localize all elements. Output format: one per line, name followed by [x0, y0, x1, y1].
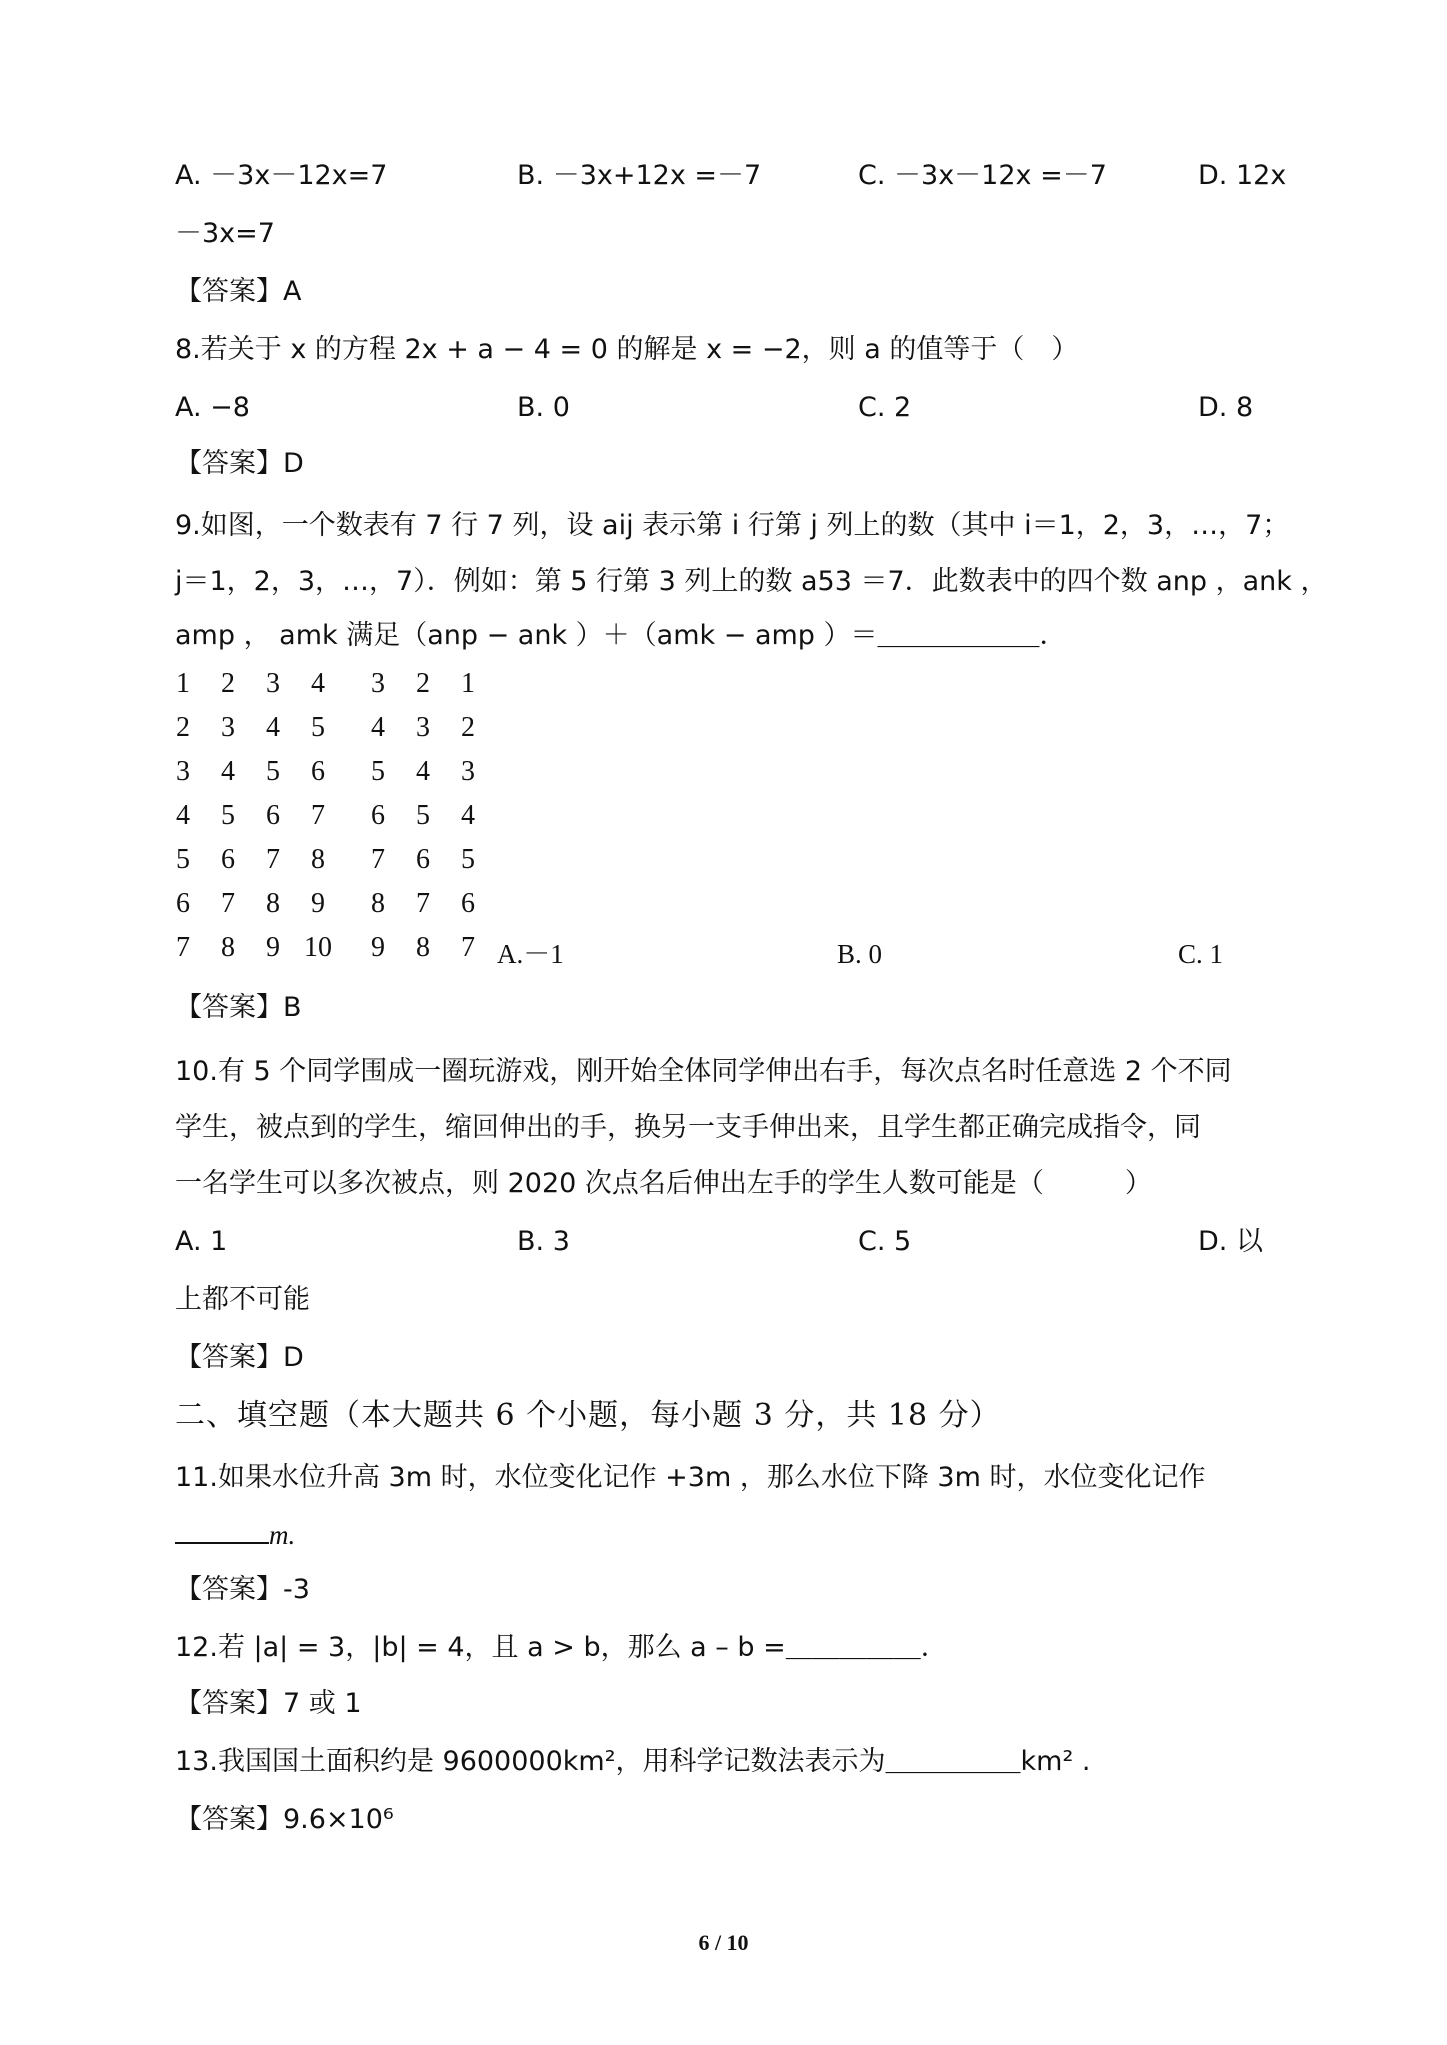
- table-cell: 4: [371, 712, 385, 743]
- q7-option-d-continued: －3x=7: [175, 218, 275, 249]
- table-cell: 6: [371, 800, 385, 831]
- table-cell: 2: [221, 668, 235, 699]
- table-cell: 7: [311, 800, 325, 831]
- q11-stem-line1: 11.如果水位升高 3m 时，水位变化记作 +3m ，那么水位下降 3m 时，水位变化记作: [175, 1462, 1206, 1493]
- table-cell: 6: [176, 888, 190, 919]
- table-cell: 8: [371, 888, 385, 919]
- table-cell: 8: [416, 932, 430, 963]
- q8-option-c: C. 2: [858, 392, 912, 423]
- q9-option-a: A.－1: [497, 939, 564, 969]
- q7-answer: 【答案】A: [175, 276, 302, 307]
- q10-option-b: B. 3: [517, 1226, 570, 1257]
- table-cell: 5: [371, 756, 385, 787]
- table-cell: 4: [266, 712, 280, 743]
- table-cell: 9: [266, 932, 280, 963]
- table-cell: 5: [416, 800, 430, 831]
- q7-option-b: B. －3x+12x =－7: [517, 160, 762, 191]
- table-cell: 3: [461, 756, 475, 787]
- q11-stem-line2: [175, 1516, 295, 1554]
- table-cell: 2: [461, 712, 475, 743]
- q9-stem-line2: j＝1，2，3，…，7）．例如：第 5 行第 3 列上的数 a53 ＝7．此数表中的四个数 anp ，ank ，: [175, 566, 1328, 597]
- q8-option-a: A. −8: [175, 392, 250, 423]
- table-cell: 3: [221, 712, 235, 743]
- table-cell: 3: [266, 668, 280, 699]
- table-cell: 4: [176, 800, 190, 831]
- q10-stem-line2: 学生，被点到的学生，缩回伸出的手，换另一支手伸出来，且学生都正确完成指令，同: [175, 1112, 1201, 1143]
- q10-option-a: A. 1: [175, 1226, 228, 1257]
- table-cell: 1: [176, 668, 190, 699]
- table-cell: 6: [266, 800, 280, 831]
- table-cell: 6: [461, 888, 475, 919]
- q7-option-d: D. 12x: [1198, 160, 1287, 191]
- table-cell: 3: [416, 712, 430, 743]
- q9-option-b: B. 0: [837, 939, 883, 969]
- table-cell: 2: [176, 712, 190, 743]
- q11-answer: 【答案】-3: [175, 1574, 310, 1605]
- q10-option-d-continued: 上都不可能: [175, 1284, 310, 1315]
- section-heading: 二、填空题（本大题共 6 个小题，每小题 3 分，共 18 分）: [175, 1398, 1001, 1433]
- table-cell: 4: [311, 668, 325, 699]
- q8-option-d: D. 8: [1198, 392, 1254, 423]
- q9-answer: 【答案】B: [175, 992, 302, 1023]
- page-number: 6 / 10: [698, 1930, 749, 1955]
- table-cell: 7: [461, 932, 475, 963]
- table-cell: 3: [371, 668, 385, 699]
- table-cell: 5: [461, 844, 475, 875]
- table-cell: 7: [266, 844, 280, 875]
- q12-stem: 12.若 |a| = 3，|b| = 4，且 a > b，那么 a – b =＿＿＿＿＿．: [175, 1632, 948, 1663]
- table-cell: 4: [461, 800, 475, 831]
- q9-stem-line1: 9.如图，一个数表有 7 行 7 列，设 aij 表示第 i 行第 j 列上的数（其中 i＝1，2，3，…，7；: [175, 510, 1290, 541]
- q11-answer-blank: [175, 1516, 269, 1544]
- q10-option-d: D. 以: [1198, 1226, 1263, 1257]
- table-cell: 4: [416, 756, 430, 787]
- q8-stem: 8.若关于 x 的方程 2x + a − 4 = 0 的解是 x = −2，则 a 的值等于（ ）: [175, 334, 1079, 365]
- table-cell: 7: [176, 932, 190, 963]
- q10-option-c: C. 5: [858, 1226, 912, 1257]
- table-cell: 6: [311, 756, 325, 787]
- q12-answer: 【答案】7 或 1: [175, 1688, 362, 1719]
- table-cell: 9: [371, 932, 385, 963]
- table-cell: 7: [221, 888, 235, 919]
- table-cell: 5: [266, 756, 280, 787]
- q10-answer: 【答案】D: [175, 1342, 304, 1373]
- q13-stem: 13.我国国土面积约是 9600000km²，用科学记数法表示为＿＿＿＿＿km² .: [175, 1746, 1091, 1777]
- table-cell: 9: [311, 888, 325, 919]
- q13-answer: 【答案】9.6×10⁶: [175, 1804, 394, 1835]
- q8-option-b: B. 0: [517, 392, 570, 423]
- q8-answer: 【答案】D: [175, 448, 304, 479]
- table-cell: 5: [176, 844, 190, 875]
- table-cell: 8: [266, 888, 280, 919]
- table-cell: 4: [221, 756, 235, 787]
- table-cell: 5: [221, 800, 235, 831]
- q10-stem-line3: 一名学生可以多次被点，则 2020 次点名后伸出左手的学生人数可能是（ ）: [175, 1168, 1152, 1199]
- q7-option-c: C. －3x－12x =－7: [858, 160, 1107, 191]
- q9-stem-line3: amp ， amk 满足（anp − ank ）＋（amk − amp ）＝＿＿＿＿＿＿．: [175, 620, 1067, 651]
- q11-unit: m.: [269, 1520, 296, 1550]
- q9-option-c: C. 1: [1178, 939, 1224, 969]
- table-cell: 7: [371, 844, 385, 875]
- q10-stem-line1: 10.有 5 个同学围成一圈玩游戏，刚开始全体同学伸出右手，每次点名时任意选 2 个不同: [175, 1056, 1232, 1087]
- q7-option-a: A. －3x－12x=7: [175, 160, 388, 191]
- table-cell: 6: [416, 844, 430, 875]
- table-cell: 5: [311, 712, 325, 743]
- table-cell: 8: [311, 844, 325, 875]
- table-cell: 2: [416, 668, 430, 699]
- table-cell: 3: [176, 756, 190, 787]
- table-cell: 8: [221, 932, 235, 963]
- table-cell: 1: [461, 668, 475, 699]
- table-cell: 7: [416, 888, 430, 919]
- table-cell: 10: [304, 932, 332, 963]
- table-cell: 6: [221, 844, 235, 875]
